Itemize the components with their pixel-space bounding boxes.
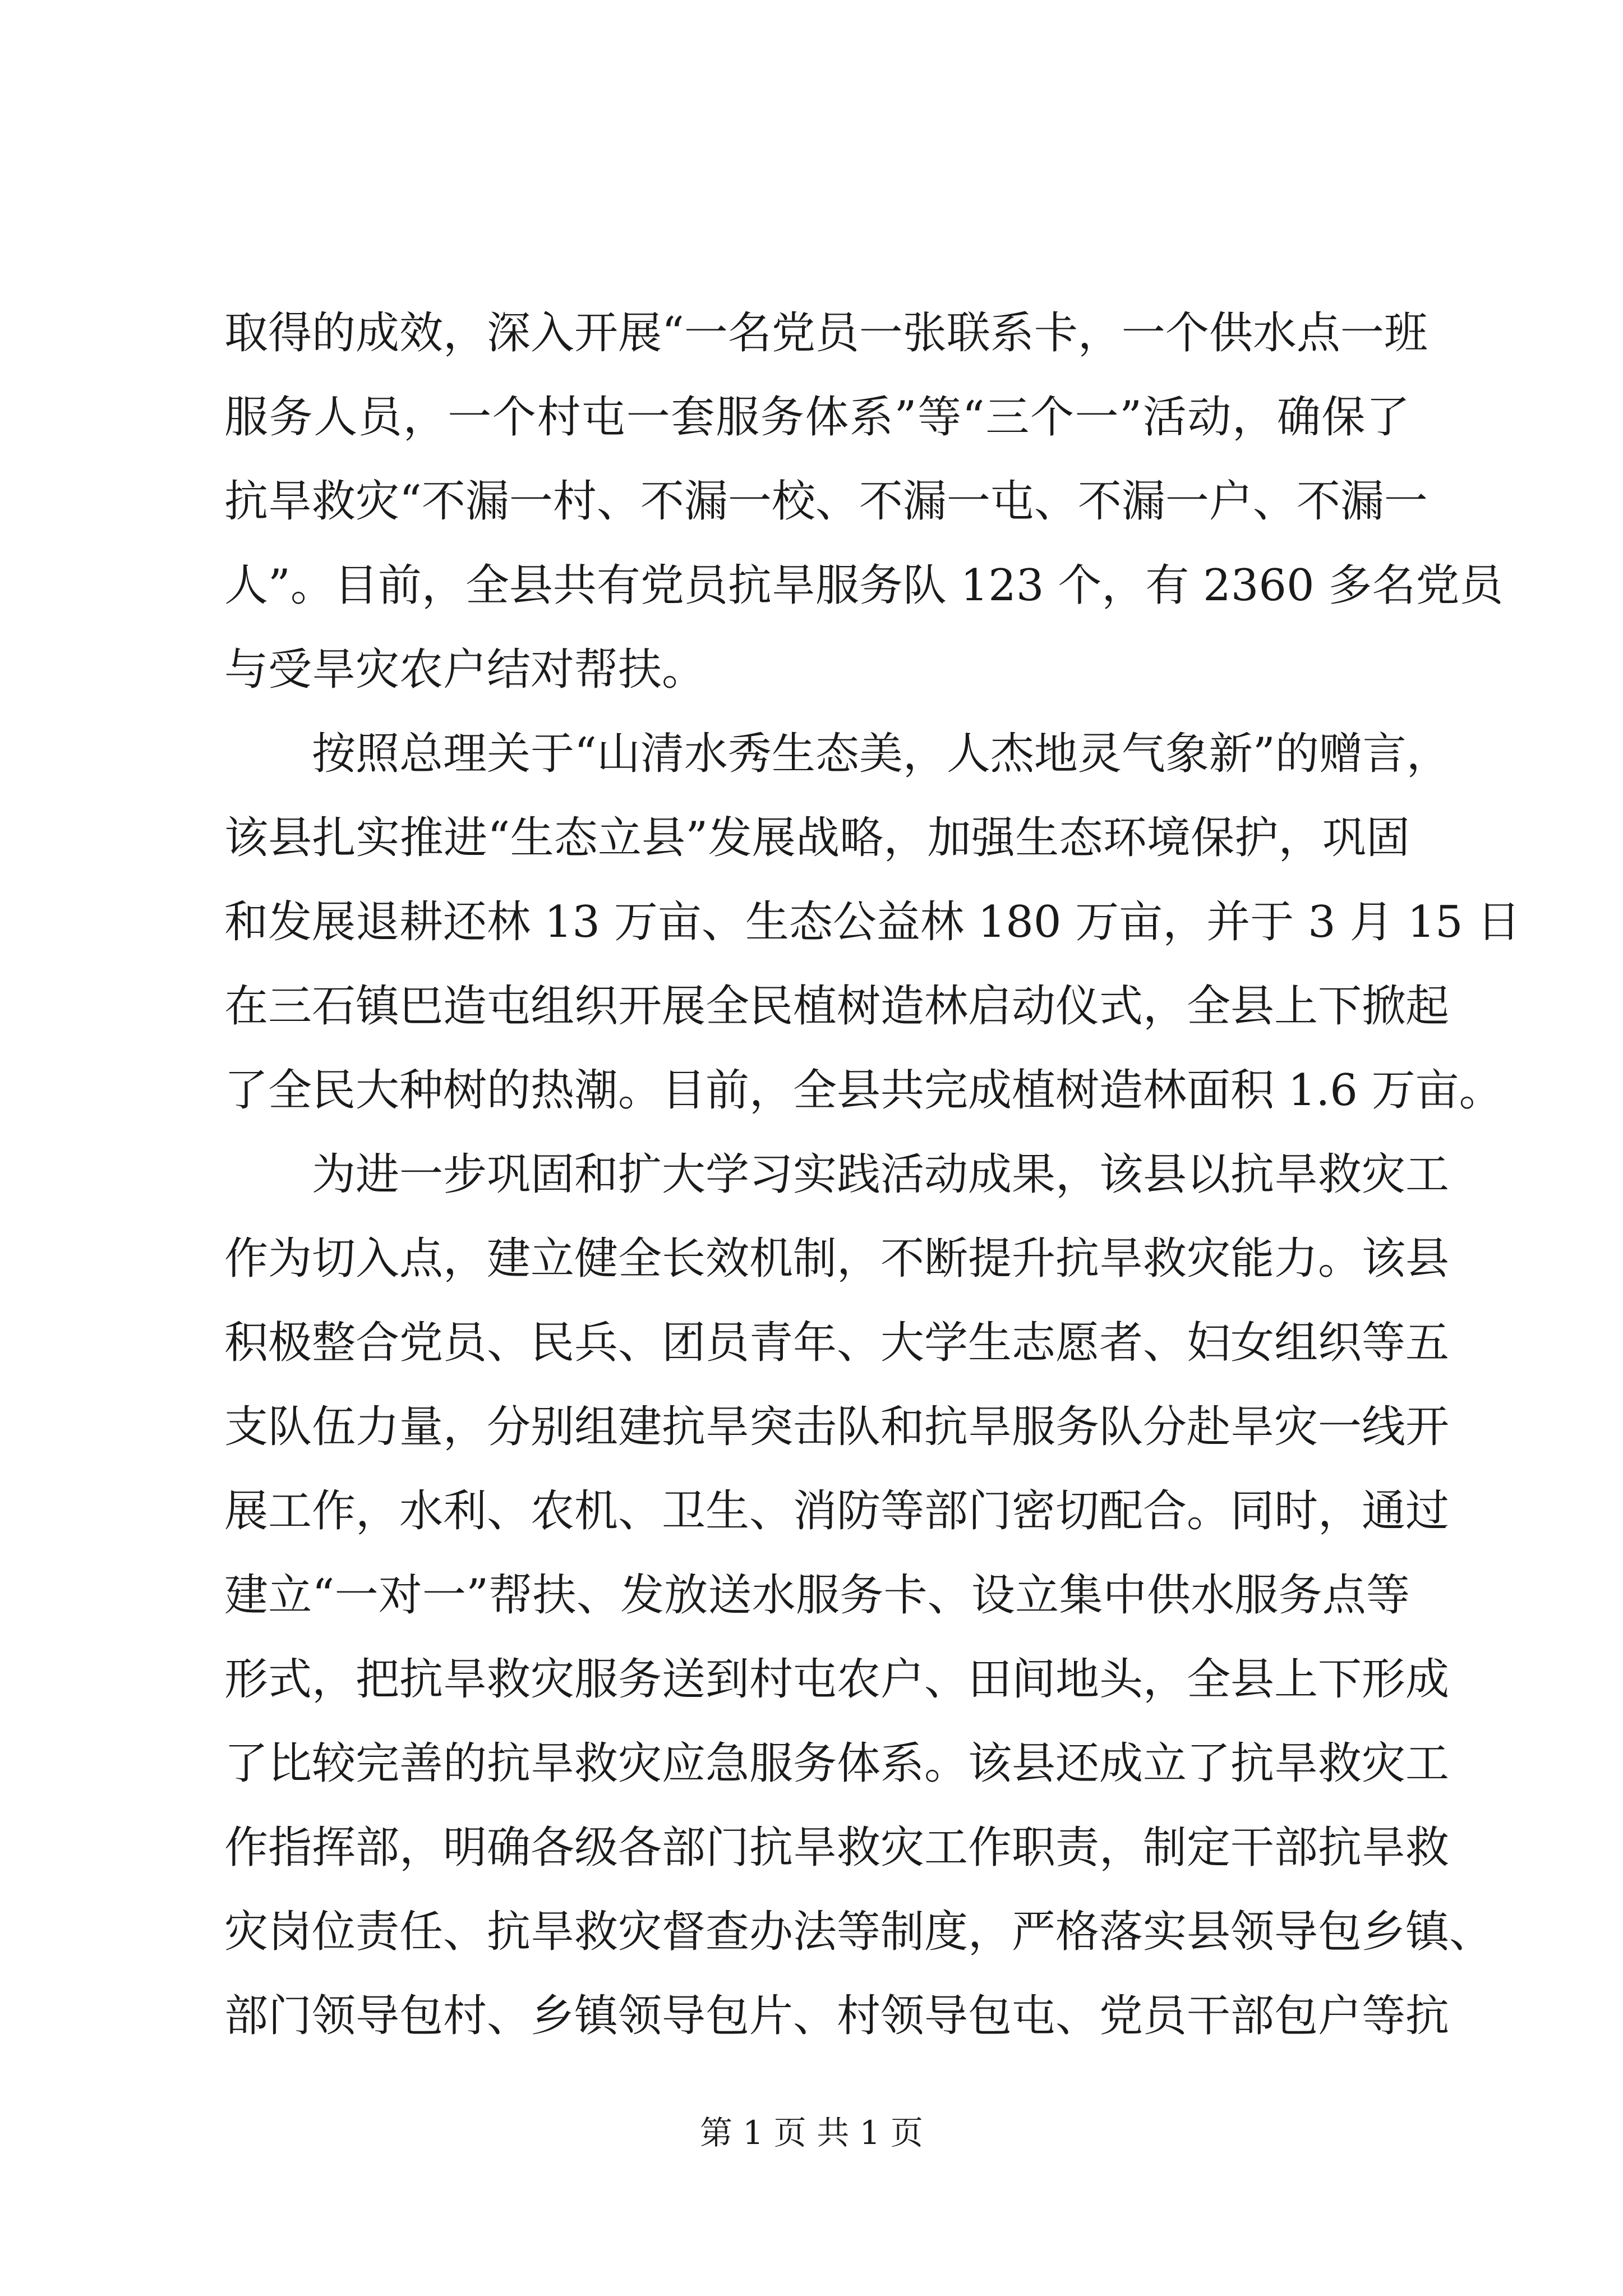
text-line: 取得的成效，深入开展“一名党员一张联系卡，一个供水点一班 (224, 308, 1428, 358)
text-line: 作为切入点，建立健全长效机制，不断提升抗旱救灾能力。该县 (224, 1234, 1450, 1284)
text-line: 人”。目前，全县共有党员抗旱服务队 123 个，有 2360 多名党员 (224, 560, 1504, 611)
text-line: 和发展退耕还林 13 万亩、生态公益林 180 万亩，并于 3 月 15 日 (224, 897, 1521, 947)
page-footer: 第 1 页 共 1 页 (700, 2114, 923, 2152)
text-line: 抗旱救灾“不漏一村、不漏一校、不漏一屯、不漏一户、不漏一 (224, 476, 1428, 527)
text-line: 建立“一对一”帮扶、发放送水服务卡、设立集中供水服务点等 (224, 1570, 1410, 1621)
text-line: 按照总理关于“山清水秀生态美，人杰地灵气象新”的赠言， (312, 729, 1450, 779)
text-line: 了全民大种树的热潮。目前，全县共完成植树造林面积 1.6 万亩。 (224, 1065, 1503, 1116)
text-line: 了比较完善的抗旱救灾应急服务体系。该县还成立了抗旱救灾工 (224, 1738, 1450, 1789)
text-line: 服务人员，一个村屯一套服务体系”等“三个一”活动，确保了 (224, 392, 1410, 443)
text-line: 作指挥部，明确各级各部门抗旱救灾工作职责，制定干部抗旱救 (224, 1823, 1450, 1873)
text-line: 与受旱灾农户结对帮扶。 (224, 645, 706, 695)
text-line: 部门领导包村、乡镇领导包片、村领导包屯、党员干部包户等抗 (224, 1991, 1450, 2041)
text-line: 为进一步巩固和扩大学习实践活动成果，该县以抗旱救灾工 (312, 1149, 1450, 1200)
text-line: 灾岗位责任、抗旱救灾督查办法等制度，严格落实县领导包乡镇、 (224, 1907, 1493, 1957)
text-line: 在三石镇巴造屯组织开展全民植树造林启动仪式，全县上下掀起 (224, 981, 1450, 1032)
text-line: 形式，把抗旱救灾服务送到村屯农户、田间地头，全县上下形成 (224, 1654, 1450, 1705)
text-line: 该县扎实推进“生态立县”发展战略，加强生态环境保护，巩固 (224, 813, 1410, 863)
text-line: 积极整合党员、民兵、团员青年、大学生志愿者、妇女组织等五 (224, 1318, 1450, 1368)
text-line: 展工作，水利、农机、卫生、消防等部门密切配合。同时，通过 (224, 1486, 1450, 1536)
text-line: 支队伍力量，分别组建抗旱突击队和抗旱服务队分赴旱灾一线开 (224, 1402, 1450, 1452)
